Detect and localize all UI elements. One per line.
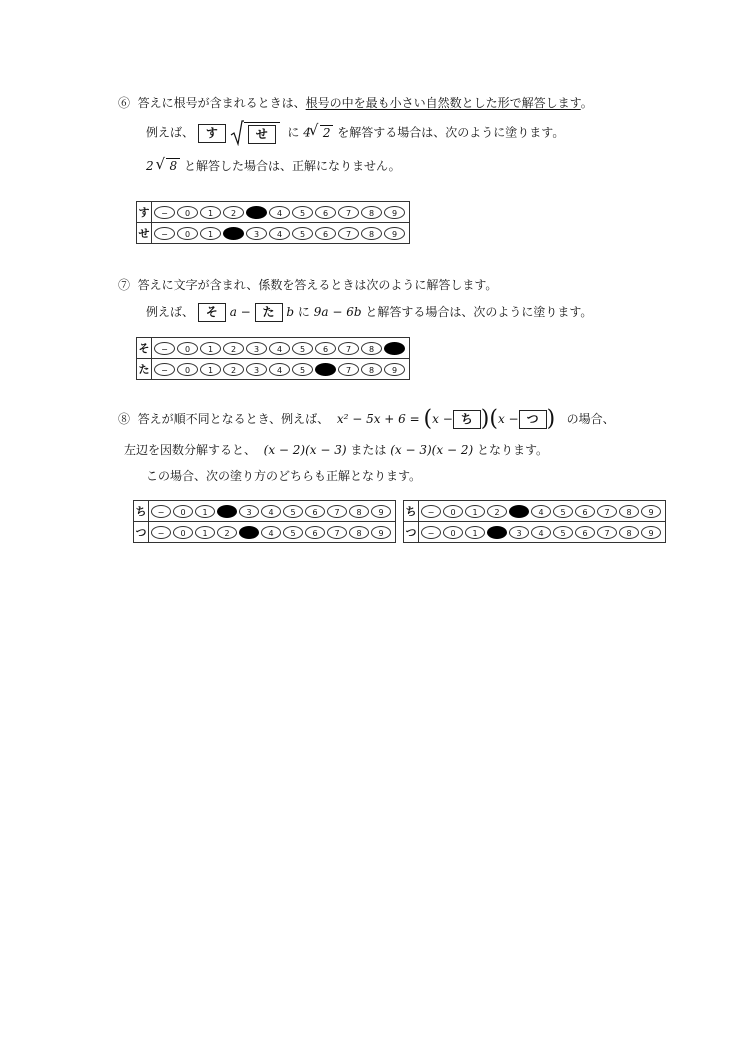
bubble[interactable]: 7 (597, 526, 617, 539)
answer-row (134, 522, 396, 543)
answer-row (134, 501, 396, 522)
bubble[interactable]: 9 (641, 505, 661, 518)
answer-row-label: つ (134, 522, 149, 543)
bubble[interactable]: 7 (338, 342, 359, 355)
answer-row-label: つ (404, 522, 419, 543)
open-paren-1: ( (423, 406, 433, 432)
bubble[interactable]: − (154, 342, 175, 355)
bubble[interactable]: 4 (261, 526, 281, 539)
section8-line3 (146, 467, 421, 484)
bubble[interactable]: 4 (269, 227, 290, 240)
bubble[interactable]: 5 (553, 526, 573, 539)
bubble[interactable]: 1 (195, 526, 215, 539)
factor2-x-minus: x − (497, 412, 519, 426)
bubble[interactable]: 4 (531, 505, 551, 518)
section6-example (146, 120, 564, 146)
answer-grid-section7 (136, 337, 410, 380)
section6-wrong-example (146, 157, 401, 174)
answer-box-so: そ (198, 303, 226, 322)
section8-line1 (118, 405, 615, 434)
bubble[interactable]: 5 (292, 206, 313, 219)
bubble[interactable]: 2 (223, 206, 244, 219)
bubble[interactable]: 1 (465, 526, 485, 539)
bubble-filled[interactable]: 3 (246, 206, 267, 219)
bubble[interactable]: 4 (269, 363, 290, 376)
factorization-1: (x − 2)(x − 3) (263, 443, 347, 457)
bubble[interactable]: 7 (338, 363, 359, 376)
variable-b: b (286, 305, 295, 319)
section7-ex-ni: に (297, 305, 310, 319)
section6-period: 。 (580, 96, 593, 110)
bubble[interactable]: 8 (361, 342, 382, 355)
bubble[interactable]: 7 (338, 227, 359, 240)
bubble[interactable]: 8 (619, 526, 639, 539)
bubble[interactable]: − (154, 227, 175, 240)
section8-line1-suffix: の場合、 (566, 412, 615, 426)
bubble-filled[interactable]: 3 (239, 526, 259, 539)
bubble-filled[interactable]: 2 (217, 505, 237, 518)
section6-line1 (118, 94, 593, 111)
bubble[interactable]: 5 (553, 505, 573, 518)
answer-box-tsu: つ (519, 410, 547, 429)
bubble[interactable]: 1 (465, 505, 485, 518)
bubble[interactable]: 4 (261, 505, 281, 518)
section8-line2-end: となります。 (476, 443, 549, 457)
bubble[interactable]: − (151, 505, 171, 518)
bubble[interactable]: − (151, 526, 171, 539)
bubble[interactable]: 3 (246, 363, 267, 376)
example-expression: 9a − 6b (313, 305, 362, 319)
section8-number: ⑧ (118, 412, 131, 426)
bubble[interactable]: 7 (327, 505, 347, 518)
bubble-filled[interactable]: 2 (223, 227, 244, 240)
example-coefficient: 4 (303, 125, 311, 140)
bubble[interactable]: 9 (384, 363, 405, 376)
bubble[interactable]: 8 (619, 505, 639, 518)
bubble[interactable]: 1 (200, 363, 221, 376)
bubble[interactable]: 1 (200, 206, 221, 219)
bubble[interactable]: 7 (338, 206, 359, 219)
section6-wrong-suffix: と解答した場合は、正解になりません。 (183, 159, 401, 173)
bubble[interactable]: 0 (173, 505, 193, 518)
answer-grid-section8-left (133, 500, 396, 543)
bubble[interactable]: 2 (217, 526, 237, 539)
bubble[interactable]: 4 (269, 206, 290, 219)
bubble[interactable]: 5 (283, 526, 303, 539)
section7-ex-prefix: 例えば、 (146, 305, 195, 319)
section6-ex-suffix: を解答する場合は、次のように塗ります。 (337, 125, 565, 140)
bubble[interactable]: 1 (200, 342, 221, 355)
bubble[interactable]: 9 (384, 227, 405, 240)
answer-row (404, 501, 666, 522)
bubble[interactable]: 0 (443, 526, 463, 539)
bubble[interactable]: 5 (292, 227, 313, 240)
bubble[interactable]: 6 (575, 505, 595, 518)
section7-number: ⑦ (118, 278, 131, 292)
bubble[interactable]: 6 (315, 342, 336, 355)
bubble[interactable]: 8 (349, 526, 369, 539)
section8-line3-text: この場合、次の塗り方のどちらも正解となります。 (146, 469, 422, 483)
bubble-filled[interactable]: 3 (509, 505, 529, 518)
bubble-filled[interactable]: 2 (487, 526, 507, 539)
bubble[interactable]: − (421, 505, 441, 518)
answer-box-chi: ち (453, 410, 481, 429)
answer-box-ta: た (255, 303, 283, 322)
bubble[interactable]: 2 (223, 363, 244, 376)
bubble[interactable]: 7 (327, 526, 347, 539)
section6-number: ⑥ (118, 96, 131, 110)
bubble[interactable]: − (154, 363, 175, 376)
wrong-coefficient: 2 (146, 159, 154, 173)
bubble[interactable]: 6 (575, 526, 595, 539)
bubble[interactable]: 6 (315, 227, 336, 240)
bubble[interactable]: 4 (531, 526, 551, 539)
bubble[interactable]: 0 (173, 526, 193, 539)
bubble[interactable]: 1 (200, 227, 221, 240)
bubble[interactable]: 3 (239, 505, 259, 518)
bubble[interactable]: − (421, 526, 441, 539)
bubble[interactable]: 0 (177, 206, 198, 219)
bubble[interactable]: 4 (269, 342, 290, 355)
bubble[interactable]: 6 (315, 206, 336, 219)
bubble[interactable]: 5 (292, 342, 313, 355)
bubble[interactable]: 6 (305, 505, 325, 518)
section6-ex-prefix: 例えば、 (146, 125, 195, 140)
bubble[interactable]: 0 (177, 227, 198, 240)
bubble[interactable]: 5 (292, 363, 313, 376)
section6-text-a: 答えに根号が含まれるときは、 (137, 96, 306, 110)
answer-row (137, 359, 410, 380)
answer-row-label: せ (137, 223, 152, 244)
bubble[interactable]: 9 (371, 526, 391, 539)
bubble[interactable]: 5 (283, 505, 303, 518)
section8-line2 (124, 441, 548, 458)
bubble-filled[interactable]: 9 (384, 342, 405, 355)
close-paren-1: ) (480, 406, 490, 432)
bubble[interactable]: 0 (177, 342, 198, 355)
bubble[interactable]: 9 (371, 505, 391, 518)
section6-ex-ni: に (287, 125, 300, 140)
bubble[interactable]: 9 (384, 206, 405, 219)
bubble[interactable]: 8 (361, 227, 382, 240)
section8-mata: または (350, 443, 387, 457)
bubble[interactable]: 6 (305, 526, 325, 539)
close-paren-2: ) (546, 406, 556, 432)
bubble[interactable]: 3 (509, 526, 529, 539)
bubble-filled[interactable]: 6 (315, 363, 336, 376)
bubble[interactable]: − (154, 206, 175, 219)
answer-row-label: そ (137, 338, 152, 359)
answer-row-label: た (137, 359, 152, 380)
bubble[interactable]: 7 (597, 505, 617, 518)
bubble[interactable]: 8 (349, 505, 369, 518)
bubble[interactable]: 8 (361, 363, 382, 376)
example-radicand: 2 (320, 125, 334, 141)
section7-line1 (118, 276, 497, 293)
answer-row (137, 202, 410, 223)
section8-line2-a: 左辺を因数分解すると、 (124, 443, 257, 457)
section6-text-underlined: 根号の中を最も小さい自然数とした形で解答します (305, 96, 581, 110)
bubble[interactable]: 2 (223, 342, 244, 355)
open-paren-2: ( (489, 406, 498, 432)
answer-box-se: せ (248, 125, 276, 144)
answer-grid-section6 (136, 201, 410, 244)
bubble[interactable]: 3 (246, 227, 267, 240)
equation-lhs: x² − 5x + 6 = (336, 412, 420, 426)
answer-grid-section8-right (403, 500, 666, 543)
bubble[interactable]: 2 (487, 505, 507, 518)
section7-example (146, 301, 592, 323)
factor1-x-minus: x − (432, 412, 453, 426)
variable-a: a − (229, 305, 251, 319)
answer-row-label: す (137, 202, 152, 223)
bubble[interactable]: 0 (443, 505, 463, 518)
wrong-radicand: 8 (166, 158, 180, 174)
answer-row (404, 522, 666, 543)
bubble[interactable]: 1 (195, 505, 215, 518)
sqrt-symbol-icon (230, 120, 244, 146)
section8-text: 答えが順不同となるとき、例えば、 (137, 412, 330, 426)
answer-row-label: ち (404, 501, 419, 522)
bubble[interactable]: 3 (246, 342, 267, 355)
answer-row (137, 338, 410, 359)
section7-ex-suffix: と解答する場合は、次のように塗ります。 (365, 305, 593, 319)
bubble[interactable]: 0 (177, 363, 198, 376)
factorization-2: (x − 3)(x − 2) (390, 443, 474, 457)
answer-row-label: ち (134, 501, 149, 522)
bubble[interactable]: 8 (361, 206, 382, 219)
answer-box-su: す (198, 124, 226, 143)
section7-text: 答えに文字が含まれ、係数を答えるときは次のように解答します。 (137, 278, 498, 292)
answer-row (137, 223, 410, 244)
bubble[interactable]: 9 (641, 526, 661, 539)
